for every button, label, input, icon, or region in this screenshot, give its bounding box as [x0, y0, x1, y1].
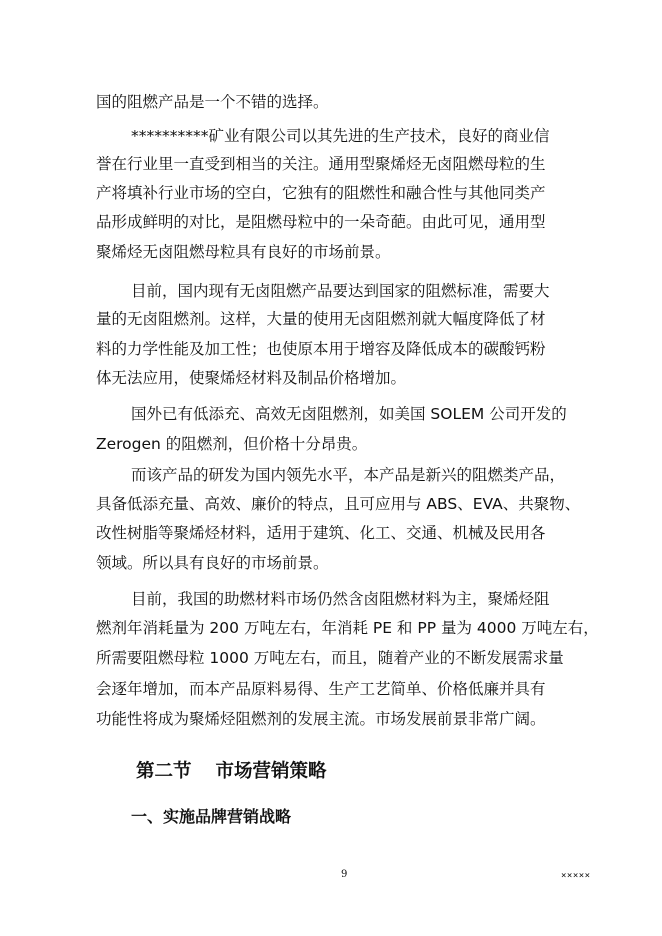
paragraph-line: 誉在行业里一直受到相当的关注。通用型聚烯烃无卤阻燃母粒的生 [96, 155, 546, 173]
paragraph-line: 聚烯烃无卤阻燃母粒具有良好的市场前景。 [96, 243, 391, 261]
paragraph-line: 体无法应用，使聚烯烃材料及制品价格增加。 [96, 369, 407, 387]
section-title: 市场营销策略 [215, 761, 327, 782]
page-number: 9 [341, 869, 348, 880]
paragraph-line: 燃剂年消耗量为 200 万吨左右，年消耗 PE 和 PP 量为 4000 万吨左右， [96, 619, 599, 637]
footer-mark: ××××× [561, 871, 591, 881]
paragraph-line: 功能性将成为聚烯烃阻燃剂的发展主流。市场发展前景非常广阔。 [96, 710, 546, 728]
paragraph-line: 量的无卤阻燃剂。这样，大量的使用无卤阻燃剂就大幅度降低了材 [96, 310, 546, 328]
paragraph-line: 产将填补行业市场的空白，它独有的阻燃性和融合性与其他同类产 [96, 184, 546, 202]
paragraph-line: 品形成鲜明的对比，是阻燃母粒中的一朵奇葩。由此可见，通用型 [96, 213, 546, 231]
paragraph-line: 所需要阻燃母粒 1000 万吨左右，而且，随着产业的不断发展需求量 [96, 649, 564, 667]
subheading: 一、实施品牌营销战略 [131, 807, 292, 826]
paragraph-line: 而该产品的研发为国内领先水平，本产品是新兴的阻燃类产品， [131, 466, 566, 484]
paragraph-line: 目前，国内现有无卤阻燃产品要达到国家的阻燃标准，需要大 [131, 282, 550, 300]
section-heading [136, 757, 327, 783]
paragraph-line: 国的阻燃产品是一个不错的选择。 [96, 93, 329, 111]
paragraph-line: 具备低添充量、高效、廉价的特点，且可应用与 ABS、EVA、共聚物、 [96, 495, 581, 513]
paragraph-line: 改性树脂等聚烯烃材料，适用于建筑、化工、交通、机械及民用各 [96, 524, 546, 542]
paragraph-line: 国外已有低添充、高效无卤阻燃剂，如美国 SOLEM 公司开发的 [131, 405, 567, 423]
paragraph-line: 会逐年增加，而本产品原料易得、生产工艺简单、价格低廉并具有 [96, 680, 546, 698]
paragraph-line: Zerogen 的阻燃剂，但价格十分昂贵。 [96, 435, 368, 453]
section-number: 第二节 [136, 761, 192, 782]
paragraph-line: **********矿业有限公司以其先进的生产技术，良好的商业信 [131, 127, 550, 145]
paragraph-line: 目前，我国的助燃材料市场仍然含卤阻燃材料为主，聚烯烃阻 [131, 590, 550, 608]
paragraph-line: 料的力学性能及加工性；也使原本用于增容及降低成本的碳酸钙粉 [96, 340, 546, 358]
paragraph-line: 领域。所以具有良好的市场前景。 [96, 554, 329, 572]
